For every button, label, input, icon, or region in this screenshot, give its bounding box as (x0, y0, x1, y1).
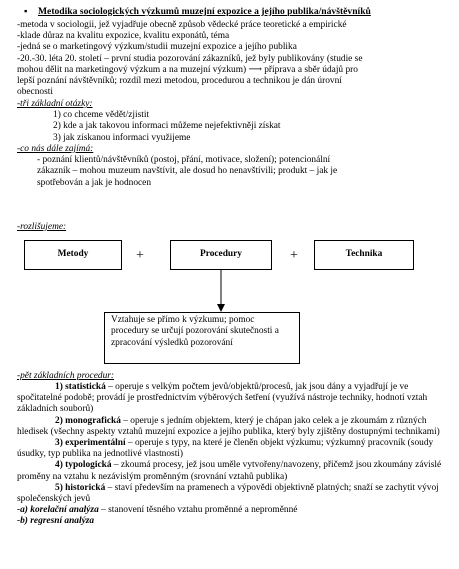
procedures-label-section (17, 371, 447, 382)
intro-line: -metoda v sociologii, jež vyjadřuje obecně způsob vědecké práce teoretické a empirické (17, 20, 347, 30)
interest-line: - poznání klientů/návštěvníků (postoj, přání, motivace, složení); potencionální (37, 155, 331, 166)
distinguish-section (17, 222, 447, 233)
procedure-text: – operuje s velkým počtem jevů/objektů/procesů, jak jsou dány a vyjadřují je ve spočitatelné podobě; provádí je prostřednictvím výběrových šetření (využívá nástroje techniky, hodnotí vztah základních souborů) (17, 382, 428, 415)
questions-section (17, 99, 447, 144)
procedure-item (17, 460, 449, 482)
technique-box-label: Technika (345, 249, 383, 260)
question-item: 3) jak získanou informaci využijeme (53, 132, 191, 143)
question-item: 1) co chceme vědět/zjistit (53, 110, 150, 121)
interest-line: spotřebován a jak je hodnocen (37, 177, 152, 188)
interest-section (17, 144, 447, 189)
interest-label: -co nás dále zajímá: (17, 144, 94, 154)
intro-line: -klade důraz na kvalitu expozice, kvalitu exponátů, téma (17, 31, 230, 42)
interest-line: zákazník – mohou muzeum navštívit, ale dosud ho nenavštívili; produkt – jak je (37, 166, 338, 177)
bullet-icon: ▪ (24, 6, 28, 17)
intro-line: obecnosti (17, 87, 53, 98)
document-heading (24, 6, 454, 17)
analysis-item (17, 505, 449, 516)
procedure-item (17, 438, 449, 460)
procedure-text: – operuje s typy, na které je členěn objekt výzkumu; výzkumný pracovník (soudy úsudky, typ publika na jednotlivé vlastnosti) (17, 438, 434, 460)
procedure-text: – staví především na pramenech a výpovědi objektivně platných; snaží se zachytit vývoj společenských jevů (17, 482, 439, 505)
plus-sign: + (290, 248, 298, 263)
procedure-result-box (104, 312, 300, 364)
intro-line: -20.-30. léta 20. století – první studia pozorování zákazníků, jež byly publikovány (studie se (17, 53, 363, 64)
analysis-title: -a) korelační analýza (17, 505, 99, 516)
procedures-box-label: Procedury (199, 249, 242, 260)
plus-sign: + (136, 248, 144, 263)
technique-box (314, 240, 414, 270)
intro-line: -jedná se o marketingový výzkum/studii muzejní expozice a jejího publika (17, 42, 297, 53)
analysis-item (17, 516, 449, 527)
procedure-item (17, 416, 449, 438)
procedures-label: -pět základních procedur: (17, 371, 115, 381)
procedures-box (170, 240, 272, 270)
intro-line: lepší poznání návštěvníků; rozdíl mezi metodou, procedurou a technikou je dán úrovní (17, 76, 342, 87)
intro-section (17, 20, 447, 98)
questions-label: -tři základní otázky: (17, 99, 93, 109)
procedure-result-text: Vztahuje se přímo k výzkumu; pomoc procedury se určují pozorování skutečnosti a zpracování výsledků pozorování (111, 315, 279, 348)
procedures-list (17, 382, 449, 528)
procedure-text: – zkoumá procesy, jež jsou uměle vytvořeny/navozeny, přičemž jsou zkoumány závislé proměny na vztahu k nezávislým proměnným (srovnání vztahů publika) (17, 460, 442, 482)
analysis-title: -b) regresní analýza (17, 516, 95, 527)
methods-box (24, 240, 122, 270)
analysis-text: – stanovení těsného vztahu proměnné a neproměnné (98, 505, 298, 516)
procedure-title: 1) statistická (55, 382, 106, 392)
procedure-title: 2) monografická (55, 415, 121, 426)
question-item: 2) kde a jak takovou informaci můžeme nejefektivněji získat (53, 121, 281, 132)
procedure-text: – operuje s jedním objektem, který je chápan jako celek a je zkoumám z různých hledisek (všechny aspekty vztahů muzejní expozice a jejího publika, který byly zjištěny dostupnými technikami) (17, 415, 440, 437)
procedure-title: 5) historická (55, 482, 106, 493)
distinguish-label: -rozlišujeme: (17, 222, 67, 232)
procedure-item (17, 382, 449, 416)
procedure-title: 4) typologická (55, 460, 112, 471)
methods-box-label: Metody (57, 249, 89, 260)
intro-line: mohou dělit na marketingový výzkum a na muzejní výzkum) ⟶ příprava a sběr údajů pro (17, 64, 358, 75)
heading-text: Metodika sociologických výzkumů muzejní expozice a jejího publika/návštěvníků (38, 6, 371, 17)
procedure-item (17, 483, 449, 505)
procedure-title: 3) experimentální (55, 438, 126, 449)
